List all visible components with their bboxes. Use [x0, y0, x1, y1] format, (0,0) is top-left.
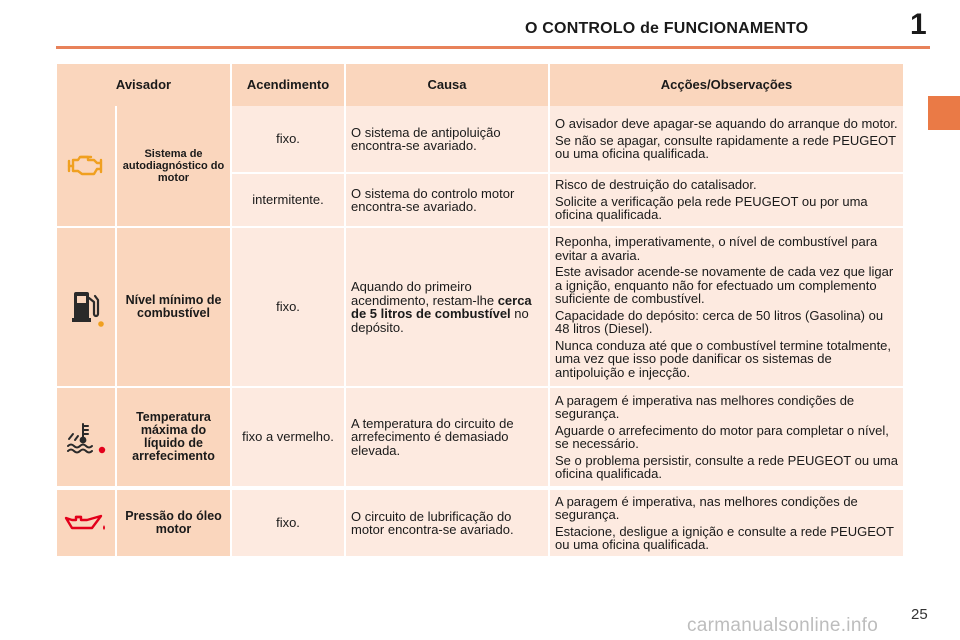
observation-text: Se o problema persistir, consulte a rede PEUGEOT ou uma oficina qualificada.: [555, 452, 898, 481]
row-icon-cell: [57, 228, 115, 386]
column-header-avisador: Avisador: [57, 64, 230, 106]
observations-cell: [550, 388, 903, 486]
column-header-causa: Causa: [346, 64, 548, 106]
lighting-cell: fixo.: [232, 490, 344, 556]
lighting-cell: fixo a vermelho.: [232, 388, 344, 486]
watermark: carmanualsonline.info: [687, 615, 879, 636]
row-icon-cell: [57, 106, 115, 226]
row-name-nivel-combustivel: Nível mínimo de combustível: [117, 228, 230, 386]
row-name-pressao-oleo: Pressão do óleo motor: [117, 490, 230, 556]
chapter-number: 1: [910, 8, 927, 41]
cause-text: Aquando do primeiro acendimento, restam-lhe cerca de 5 litros de combustível no depósito.: [351, 279, 532, 335]
row-name-temperatura: Temperatura máxima do líquido de arrefecimento: [117, 388, 230, 486]
observation-text: Reponha, imperativamente, o nível de combustível para evitar a avaria.: [555, 234, 878, 263]
cause-cell: [346, 228, 548, 386]
observation-text: A paragem é imperativa nas melhores condições de segurança.: [555, 392, 855, 421]
fuel-pump-icon: [66, 286, 106, 328]
oil-pressure-icon: [64, 512, 108, 534]
cause-cell: O sistema do controlo motor encontra-se avariado.: [346, 174, 548, 226]
row-name-autodiagnostico: Sistema de autodiagnóstico do motor: [117, 106, 230, 226]
row-icon-cell: [57, 388, 115, 486]
observation-text: Se não se apagar, consulte rapidamente a rede PEUGEOT ou uma oficina qualificada.: [555, 132, 896, 162]
observations-cell: [550, 174, 903, 226]
page-title: O CONTROLO de FUNCIONAMENTO: [525, 20, 809, 37]
observation-text: Nunca conduza até que o combustível termine totalmente, uma vez que isso pode danificar os sistemas de antipoluição e injecção.: [555, 337, 892, 380]
observation-text: A paragem é imperativa, nas melhores condições de segurança.: [555, 493, 858, 522]
observation-text: Estacione, desligue a ignição e consulte a rede PEUGEOT ou uma oficina qualificada.: [555, 523, 894, 552]
observations-cell: [550, 106, 903, 172]
observation-text: Capacidade do depósito: cerca de 50 litros (Gasolina) ou 48 litros (Diesel).: [555, 307, 884, 336]
cause-cell: A temperatura do circuito de arrefecimento é demasiado elevada.: [346, 388, 548, 486]
observation-text: Risco de destruição do catalisador.: [555, 177, 757, 193]
lighting-cell: fixo.: [232, 106, 344, 172]
chapter-side-tab: [928, 96, 960, 130]
coolant-temperature-icon: [65, 420, 107, 454]
observation-text: Aguarde o arrefecimento do motor para completar o nível, se necessário.: [555, 422, 889, 451]
observations-cell: [550, 228, 903, 386]
column-header-accoes: Acções/Observações: [550, 64, 903, 106]
observation-text: Este avisador acende-se novamente de cada vez que ligar a ignição, enquanto não for efectuado um complemento suficiente de combustível.: [555, 264, 894, 306]
lighting-cell: fixo.: [232, 228, 344, 386]
cause-emphasis: cerca de 5 litros de combustível: [351, 292, 532, 321]
header-rule: [56, 46, 930, 49]
column-header-acendimento: Acendimento: [232, 64, 344, 106]
page-number: 25: [911, 606, 928, 623]
engine-check-icon: [66, 151, 106, 181]
cause-cell: O circuito de lubrificação do motor encontra-se avariado.: [346, 490, 548, 556]
cause-cell: O sistema de antipoluição encontra-se avariado.: [346, 106, 548, 172]
row-icon-cell: [57, 490, 115, 556]
lighting-cell: intermitente.: [232, 174, 344, 226]
observation-text: Solicite a verificação pela rede PEUGEOT ou por uma oficina qualificada.: [555, 193, 868, 223]
observation-text: O avisador deve apagar-se aquando do arranque do motor.: [555, 116, 898, 132]
observations-cell: [550, 490, 903, 556]
